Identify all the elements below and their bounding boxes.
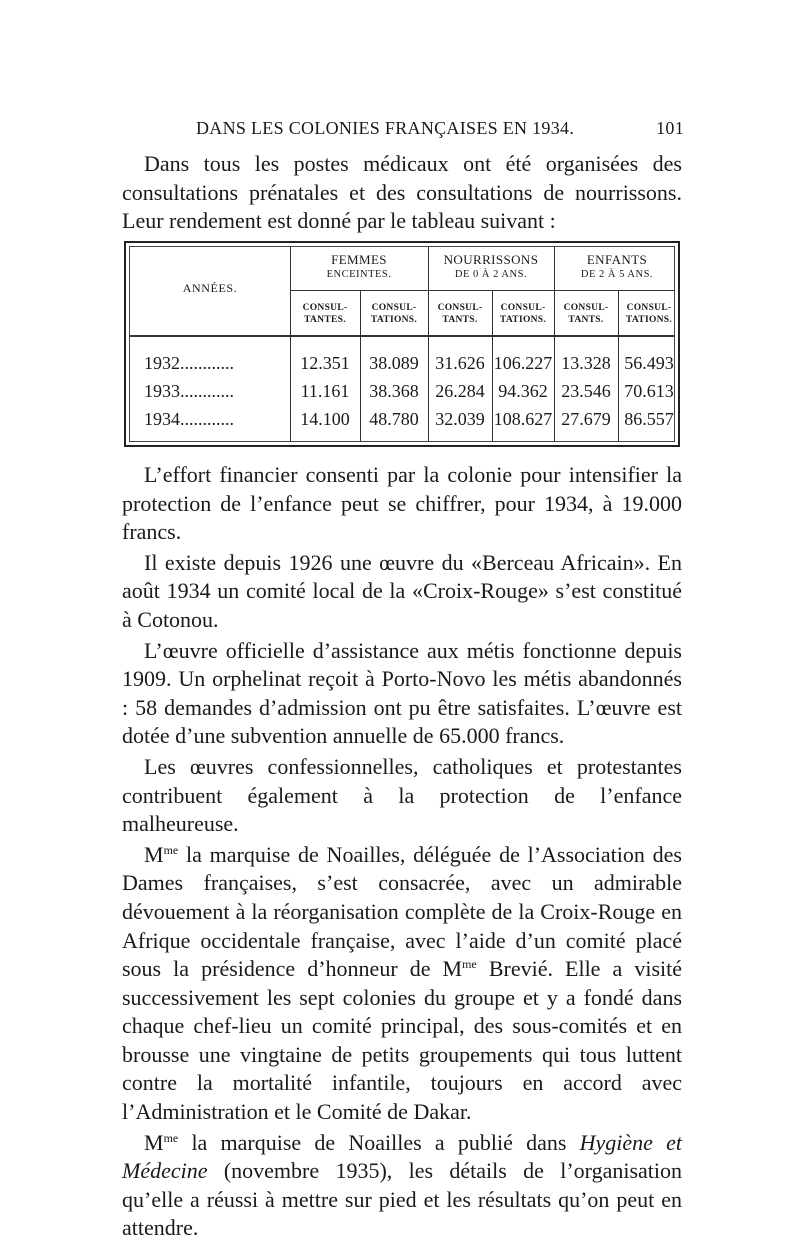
honorific: M	[144, 841, 164, 867]
column-header-line: CONSUL-	[302, 303, 348, 313]
group-header-infants	[428, 252, 554, 282]
column-header-line: TANTS.	[442, 315, 478, 325]
table-cell: 94.362	[498, 381, 548, 401]
column-header	[290, 302, 360, 326]
group-title: FEMMES	[331, 252, 387, 267]
table-cell: 106.227	[493, 353, 553, 373]
table-cell: 13.328	[561, 353, 611, 373]
table-inner-frame	[129, 246, 675, 442]
row-year: 1932............	[144, 353, 234, 373]
group-subtitle: DE 0 À 2 ANS.	[454, 269, 528, 280]
paragraph-text: (novembre 1935), les détails de l’organisation qu’elle a réussi à mettre sur pied et les résultats qu’on peut en attendre.	[122, 1158, 682, 1241]
column-header-line: CONSUL-	[500, 303, 546, 313]
paragraph-financial-effort: L’effort financier consenti par la colonie pour intensifier la protection de l’enfance peut se chiffrer, pour 1934, à 19.000 francs.	[122, 462, 682, 545]
column-header-line: TATIONS.	[499, 315, 547, 325]
honorific: M	[144, 1129, 164, 1155]
column-header-line: CONSUL-	[626, 303, 672, 313]
column-header-line: CONSUL-	[563, 303, 609, 313]
table-cell: 27.679	[561, 409, 611, 429]
group-subtitle: DE 2 À 5 ANS.	[580, 269, 654, 280]
table-cell: 86.557	[624, 409, 674, 429]
column-header-line: CONSUL-	[371, 303, 417, 313]
group-header-rule	[290, 290, 674, 291]
row-year: 1934............	[144, 409, 234, 429]
paragraph-metis-assistance: L’œuvre officielle d’assistance aux métis fonctionne depuis 1909. Un orphelinat reçoit à Porto-Novo les métis abandonnés : 58 demandes d’admission ont pu être satisfaites. L’œuvre est dotée d’une subvention annuelle de 65.000 francs.	[122, 637, 682, 749]
group-subtitle: ENCEINTES.	[326, 269, 392, 280]
column-header	[554, 302, 618, 326]
page-number: 101	[656, 118, 684, 138]
column-header-line: TATIONS.	[370, 315, 418, 325]
honorific: M	[442, 956, 463, 982]
body-text	[122, 461, 682, 1243]
group-title: NOURRISSONS	[443, 252, 539, 267]
honorific-superscript: me	[163, 1130, 179, 1145]
paragraph-confessional-works: Les œuvres confessionnelles, catholiques et protestantes contribuent également à la protection de l’enfance malheureuse.	[122, 753, 682, 837]
header-bottom-rule	[130, 335, 674, 337]
table-cell: 26.284	[435, 381, 485, 401]
column-header-line: TANTS.	[568, 315, 604, 325]
column-header	[618, 302, 680, 326]
intro-paragraph-block	[122, 150, 682, 236]
intro-paragraph: Dans tous les postes médicaux ont été organisées des consultations prénatales et des consultations de nourrissons. Leur rendement est donné par le tableau suivant :	[122, 151, 682, 234]
table-cell: 12.351	[300, 353, 350, 373]
table-cell: 14.100	[300, 409, 350, 429]
running-head-title: DANS LES COLONIES FRANÇAISES EN 1934.	[196, 118, 575, 138]
column-header-line: CONSUL-	[437, 303, 483, 313]
column-header-line: TANTES.	[304, 315, 346, 325]
table-cell: 56.493	[624, 353, 674, 373]
paragraph-text: la marquise de Noailles, déléguée de l’Association des Dames françaises, s’est consacrée, avec un admirable dévouement à la réorganisation complète de la Croix-Rouge en Afrique occidentale française, avec l’aide d’un comité placé sous la présidence d’honneur de	[122, 841, 682, 982]
table-cell: 11.161	[300, 381, 350, 401]
paragraph-text: la marquise de Noailles a publié dans	[178, 1129, 580, 1155]
table-cell: 38.368	[369, 381, 419, 401]
paragraph-noailles-croix-rouge	[122, 841, 682, 1127]
column-header	[360, 302, 428, 326]
honorific-superscript: me	[163, 842, 179, 857]
table-cell: 31.626	[435, 353, 485, 373]
paragraph-noailles-publication	[122, 1129, 682, 1243]
group-title: ENFANTS	[586, 252, 648, 267]
journal-title: Hygiène et Médecine	[122, 1129, 682, 1184]
paragraph-berceau-africain: Il existe depuis 1926 une œuvre du «Berceau Africain». En août 1934 un comité local de la «Croix-Rouge» s’est constitué à Cotonou.	[122, 549, 682, 632]
table-cell: 38.089	[369, 353, 419, 373]
honorific-superscript: me	[462, 957, 477, 972]
group-header-children	[554, 252, 680, 282]
table-cell: 108.627	[493, 409, 553, 429]
paragraph-text: Brevié. Elle a visité successivement les sept colonies du groupe et y a fondé dans chaque chef-lieu un comité principal, des sous-comités et en brousse une vingtaine de petits groupements qui tous luttent contre la mortalité infantile, toujours en accord avec l’Administration et le Comité de Dakar.	[122, 956, 682, 1125]
table-cell: 48.780	[369, 409, 419, 429]
column-header	[428, 302, 492, 326]
table-cell: 70.613	[624, 381, 674, 401]
column-header-line: TATIONS.	[625, 315, 673, 325]
group-header-women	[290, 252, 428, 282]
table-cell: 23.546	[561, 381, 611, 401]
table-cell: 32.039	[435, 409, 485, 429]
years-column-header: ANNÉES.	[182, 281, 238, 295]
row-year: 1933............	[144, 381, 234, 401]
consultations-table	[124, 241, 680, 447]
column-header	[492, 302, 554, 326]
